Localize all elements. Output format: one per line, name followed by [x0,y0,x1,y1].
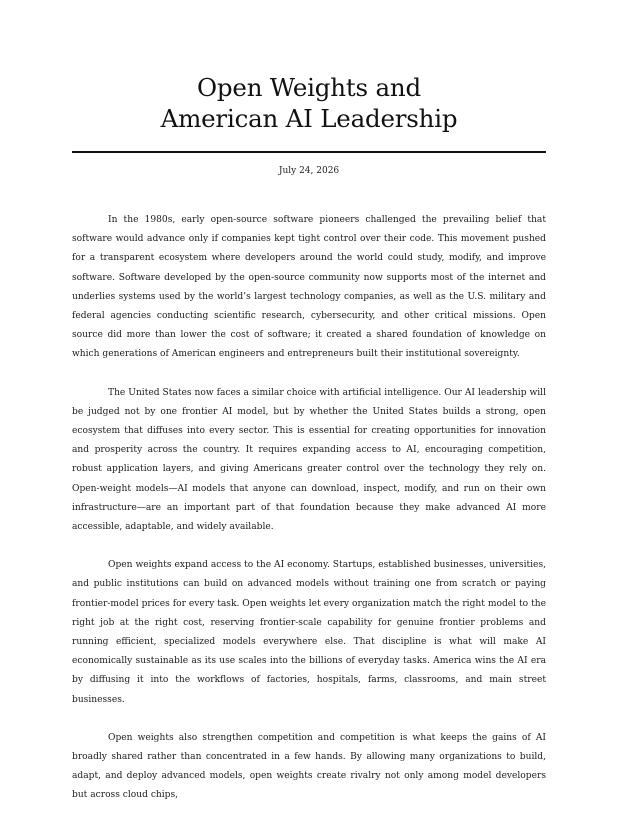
document-title [0,72,618,134]
document-date: July 24, 2026 [278,166,340,176]
title-divider [72,151,546,153]
paragraph-4: Open weights also strengthen competition and competition is what keeps the gains of AI broadly shared rather than concentrated in a few hands. By allowing many organizations to build, adapt, and deploy advanced models, open weights create rivalry not only among model developers but across cloud chips, [72,732,546,801]
paragraph-3: Open weights expand access to the AI economy. Startups, established businesses, universities, and public institutions can build on advanced models without training one from scratch or paying frontier-model prices for every task. Open weights let every organization match the right model to the right job at the right cost, reserving frontier-scale capability for genuine frontier problems and running efficient, specialized models everywhere else. That discipline is what will make AI economically sustainable as its use scales into the billions of everyday tasks. America wins the AI era by diffusing it into the workflows of factories, hospitals, farms, classrooms, and main street businesses. [72,560,546,705]
title-line-1: Open Weights and [197,73,421,102]
title-line-2: American AI Leadership [160,104,458,133]
document-body [72,211,546,825]
paragraph-2: The United States now faces a similar choice with artificial intelligence. Our AI leadership will be judged not by one frontier AI model, but by whether the United States builds a strong, open ecosystem that diffuses into every sector. This is essential for creating opportunities for innovation and prosperity across the country. It requires expanding access to AI, encouraging competition, robust application layers, and giving Americans greater control over the technology they rely on. Open-weight models—AI models that anyone can download, inspect, modify, and run on their own infrastructure—are an important part of that foundation because they make advanced AI more accessible, adaptable, and widely available. [72,387,546,533]
paragraph-1: In the 1980s, early open-source software pioneers challenged the prevailing belief that software would advance only if companies kept tight control over their code. This movement pushed for a transparent ecosystem where developers around the world could study, modify, and improve software. Software developed by the open-source community now supports most of the internet and underlies systems used by the world’s largest technology companies, as well as the U.S. military and federal agencies conducting scientific research, cybersecurity, and other critical missions. Open source did more than lower the cost of software; it created a shared foundation of knowledge on which generations of American engineers and entrepreneurs built their institutional sovereignty. [72,215,546,360]
